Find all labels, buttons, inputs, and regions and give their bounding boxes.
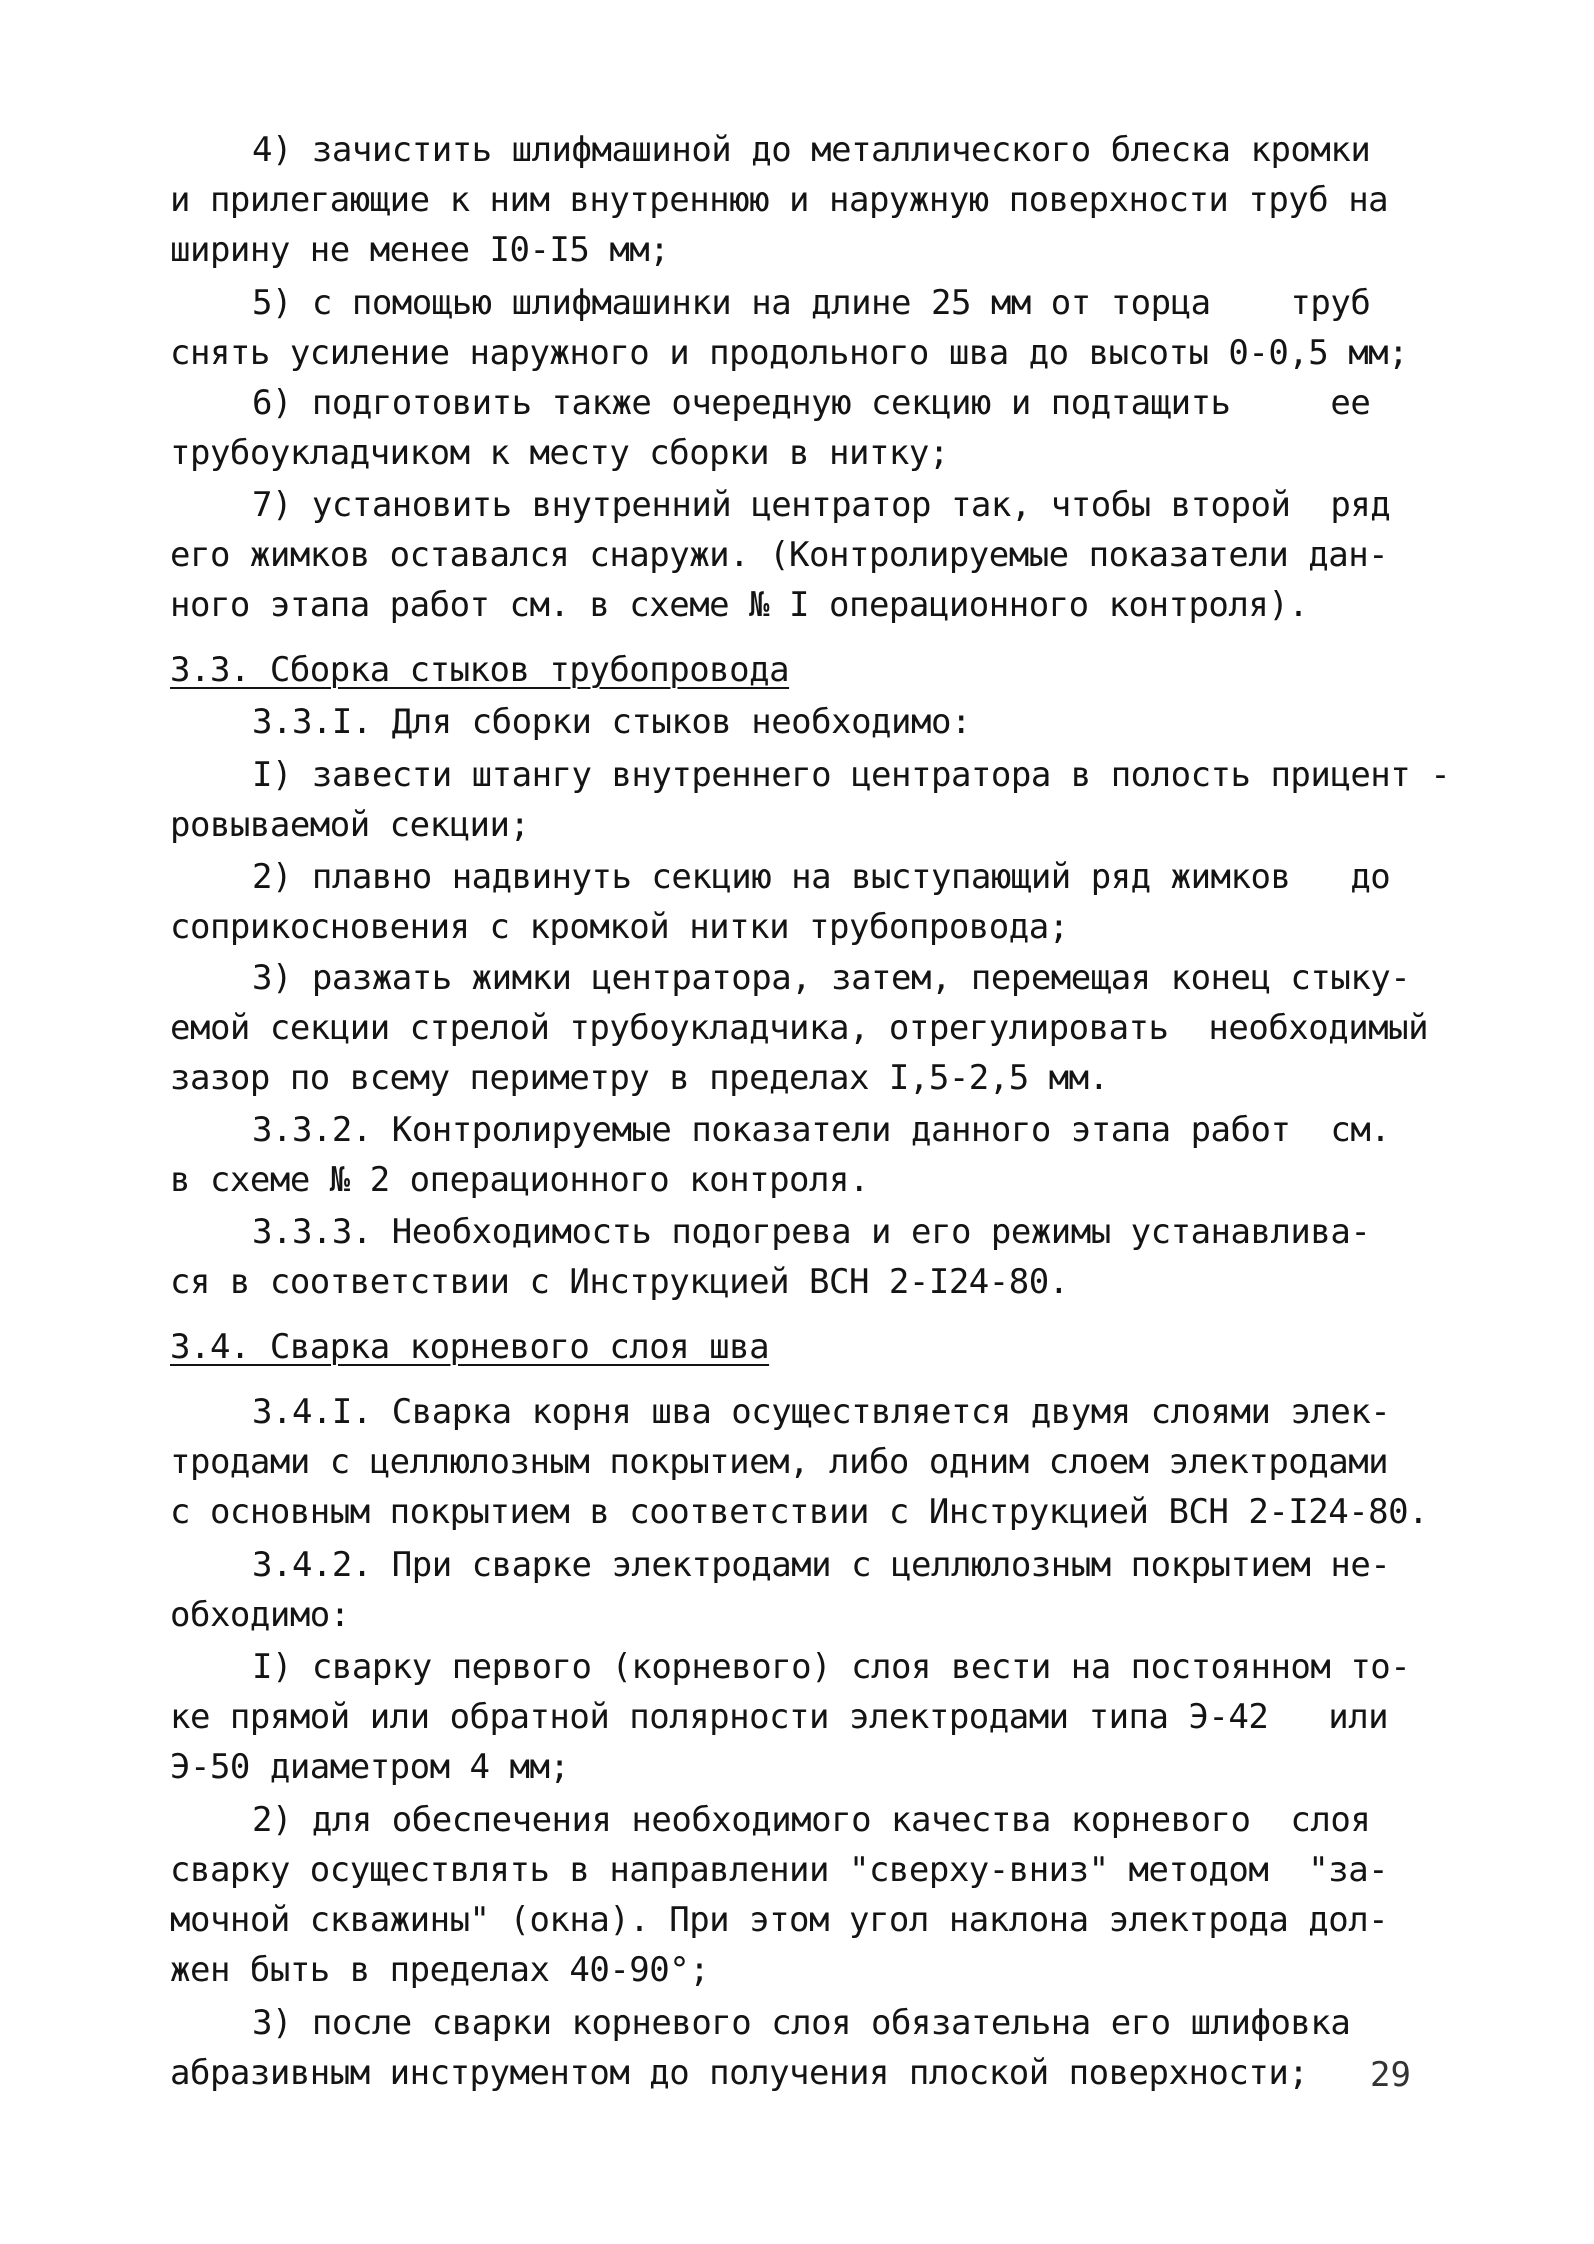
text-line: I) сварку первого (корневого) слоя вести на постоянном то-	[252, 1647, 1411, 1687]
text-line: тродами с целлюлозным покрытием, либо одним слоем электродами	[170, 1442, 1389, 1482]
text-line: трубоукладчиком к месту сборки в нитку;	[170, 433, 949, 473]
text-line: ширину не менее I0-I5 мм;	[170, 230, 670, 270]
text-line: жен быть в пределах 40-90°;	[170, 1950, 710, 1990]
text-line: мочной скважины" (окна). При этом угол наклона электрода дол-	[170, 1900, 1389, 1940]
text-line: обходимо:	[170, 1595, 350, 1635]
text-line: снять усиление наружного и продольного шва до высоты 0-0,5 мм;	[170, 333, 1409, 373]
text-line: 3.3.2. Контролируемые показатели данного этапа работ см.	[252, 1110, 1391, 1150]
text-line: в схеме № 2 операционного контроля.	[170, 1160, 869, 1200]
text-line: Э-50 диаметром 4 мм;	[170, 1747, 570, 1787]
text-line: 2) плавно надвинуть секцию на выступающий ряд жимков до	[252, 857, 1391, 897]
text-line: 7) установить внутренний центратор так, чтобы второй ряд	[252, 485, 1391, 525]
text-line: 3.4.2. При сварке электродами с целлюлозным покрытием не-	[252, 1545, 1391, 1585]
text-line: соприкосновения с кромкой нитки трубопровода;	[170, 907, 1069, 947]
text-line: ного этапа работ см. в схеме № I операционного контроля).	[170, 585, 1309, 625]
text-line: 4) зачистить шлифмашиной до металлического блеска кромки	[252, 130, 1371, 170]
text-line: емой секции стрелой трубоукладчика, отрегулировать необходимый	[170, 1008, 1429, 1048]
text-line: с основным покрытием в соответствии с Инструкцией ВСН 2-I24-80.	[170, 1492, 1429, 1532]
text-line: 2) для обеспечения необходимого качества корневого слоя	[252, 1800, 1371, 1840]
text-line: и прилегающие к ним внутреннюю и наружную поверхности труб на	[170, 180, 1389, 220]
text-line: абразивным инструментом до получения плоской поверхности;	[170, 2053, 1309, 2093]
section-heading-3-4: 3.4. Сварка корневого слоя шва	[170, 1327, 770, 1367]
text-line: 3) после сварки корневого слоя обязательна его шлифовка	[252, 2003, 1351, 2043]
text-line: сварку осуществлять в направлении "сверху-вниз" методом "за-	[170, 1850, 1389, 1890]
text-line: 3) разжать жимки центратора, затем, перемещая конец стыку-	[252, 958, 1411, 998]
text-line: 5) с помощью шлифмашинки на длине 25 мм от торца труб	[252, 283, 1371, 323]
text-line: 3.4.I. Сварка корня шва осуществляется двумя слоями элек-	[252, 1392, 1391, 1432]
text-line: ровываемой секции;	[170, 805, 530, 845]
text-line: его жимков оставался снаружи. (Контролируемые показатели дан-	[170, 535, 1389, 575]
text-line: 6) подготовить также очередную секцию и подтащить ее	[252, 383, 1371, 423]
text-line: I) завести штангу внутреннего центратора в полость прицент -	[252, 755, 1451, 795]
text-line: ся в соответствии с Инструкцией ВСН 2-I24-80.	[170, 1262, 1069, 1302]
page-number: 29	[1370, 2055, 1411, 2095]
text-line: 3.3.I. Для сборки стыков необходимо:	[252, 702, 971, 742]
text-line: зазор по всему периметру в пределах I,5-2,5 мм.	[170, 1058, 1109, 1098]
text-line: 3.3.3. Необходимость подогрева и его режимы устанавлива-	[252, 1212, 1371, 1252]
text-line: ке прямой или обратной полярности электродами типа Э-42 или	[170, 1697, 1389, 1737]
section-heading-3-3: 3.3. Сборка стыков трубопровода	[170, 650, 790, 690]
